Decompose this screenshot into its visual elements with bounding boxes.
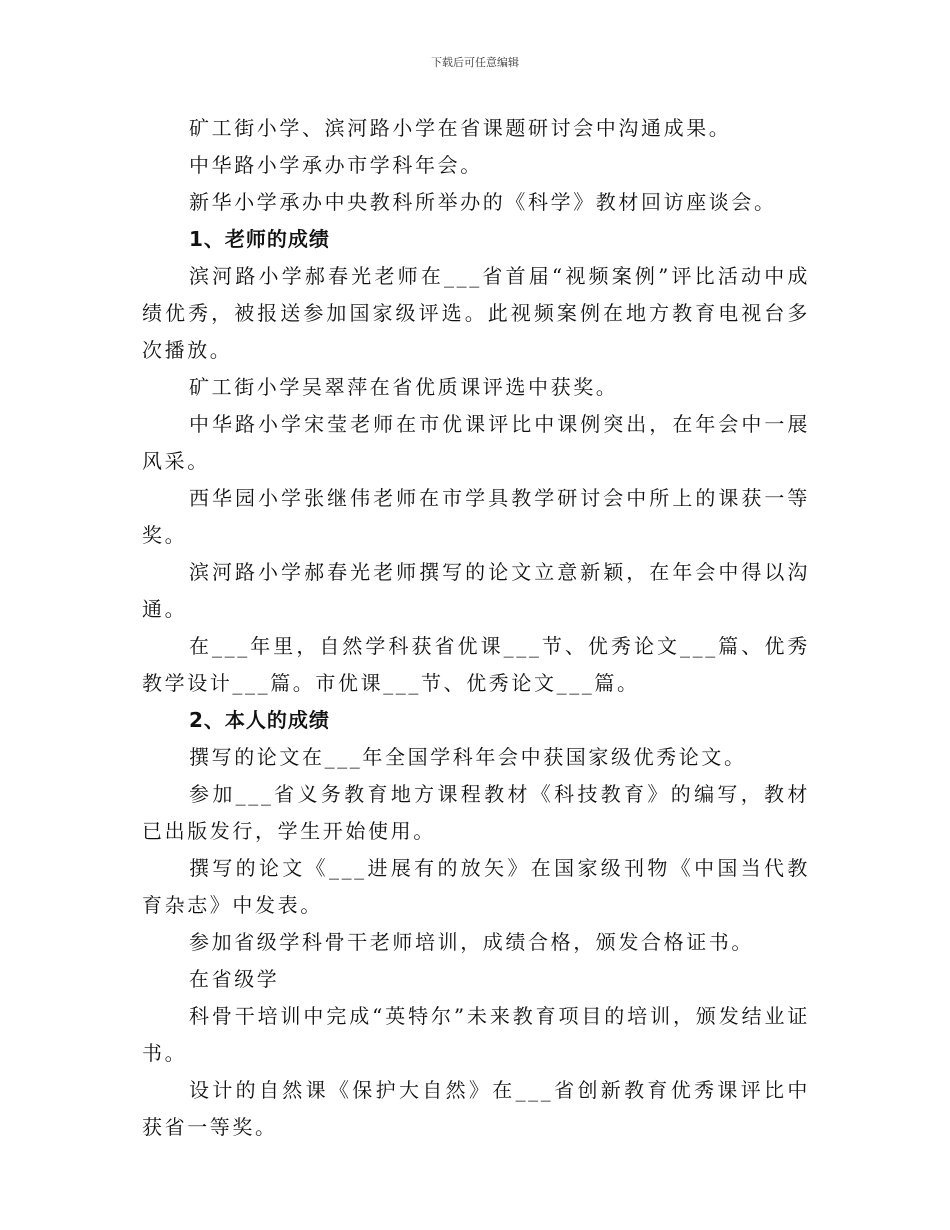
- paragraph: 参加省级学科骨干老师培训，成绩合格，颁发合格证书。: [189, 930, 754, 954]
- paragraph: 科骨干培训中完成“英特尔”未来教育项目的培训，颁发结业证书。: [142, 1004, 810, 1065]
- section-heading: 2、本人的成绩: [189, 708, 330, 732]
- section-heading: 1、老师的成绩: [189, 227, 330, 251]
- paragraph: 矿工街小学、滨河路小学在省课题研讨会中沟通成果。: [189, 116, 732, 140]
- paragraph: 在___年里，自然学科获省优课___节、优秀论文___篇、优秀教学设计___篇。市优课___节、优秀论文___篇。: [142, 634, 810, 695]
- paragraph: 撰写的论文在___年全国学科年会中获国家级优秀论文。: [189, 745, 747, 769]
- paragraph: 西华园小学张继伟老师在市学具教学研讨会中所上的课获一等奖。: [142, 486, 810, 547]
- paragraph: 矿工街小学吴翠萍在省优质课评选中获奖。: [189, 375, 619, 399]
- paragraph: 参加___省义务教育地方课程教材《科技教育》的编写，教材已出版发行，学生开始使用。: [142, 782, 810, 843]
- paragraph: 滨河路小学郝春光老师撰写的论文立意新颖，在年会中得以沟通。: [142, 560, 810, 621]
- paragraph: 新华小学承办中央教科所举办的《科学》教材回访座谈会。: [189, 190, 777, 214]
- paragraph: 设计的自然课《保护大自然》在___省创新教育优秀课评比中获省一等奖。: [142, 1078, 810, 1139]
- paragraph: 撰写的论文《___进展有的放矢》在国家级刊物《中国当代教育杂志》中发表。: [142, 856, 810, 917]
- paragraph: 滨河路小学郝春光老师在___省首届“视频案例”评比活动中成绩优秀，被报送参加国家级评选。此视频案例在地方教育电视台多次播放。: [142, 264, 810, 362]
- paragraph: 中华路小学承办市学科年会。: [189, 153, 483, 177]
- paragraph: 在省级学: [189, 967, 280, 991]
- document-body: [142, 110, 810, 1146]
- paragraph: 中华路小学宋莹老师在市优课评比中课例突出，在年会中一展风采。: [142, 412, 810, 473]
- page-header: 下载后可任意编辑: [431, 56, 519, 69]
